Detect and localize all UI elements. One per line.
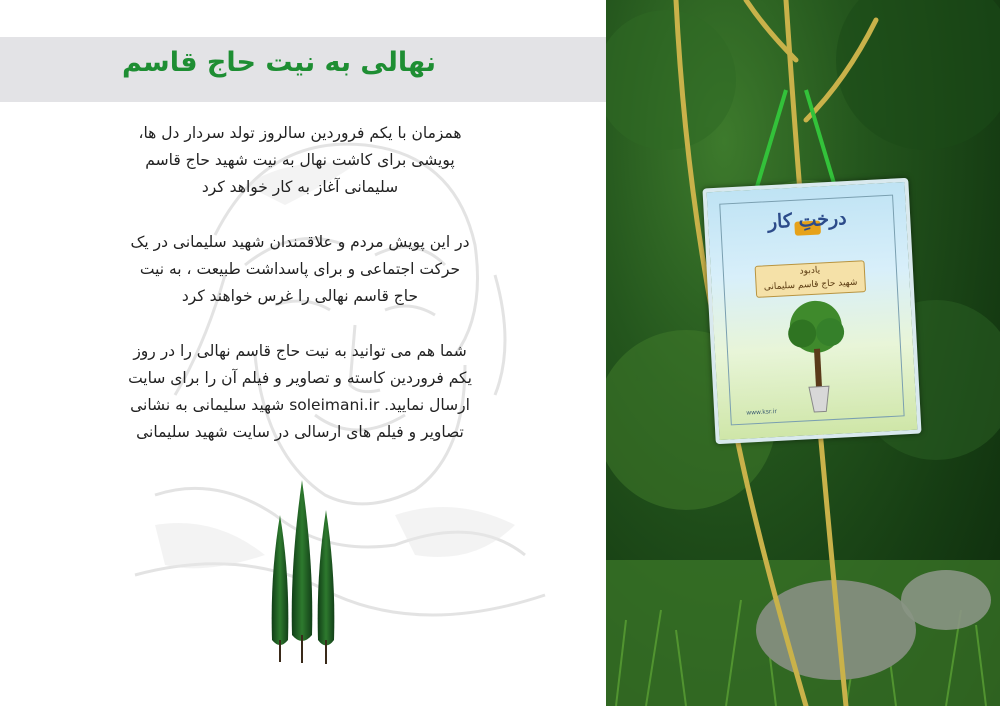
sign-banner-line1: یادبود xyxy=(799,265,821,277)
page-title: نهالی به نیت حاج قاسم xyxy=(121,47,436,78)
sign-footer: www.ksr.ir xyxy=(746,407,778,417)
cypress-trees-illustration xyxy=(266,475,342,670)
body-text xyxy=(95,120,505,474)
sign-tree-icon xyxy=(774,295,860,419)
memorial-sign xyxy=(702,178,921,444)
sign-banner xyxy=(755,260,867,298)
sign-heading: درختِ کار xyxy=(767,207,848,234)
paragraph-intro: همزمان با یکم فروردین سالروز تولد سردار دل ها، پویشی برای کاشت نهال به نیت شهید حاج قاسم سلیمانی آغاز به کار خواهد کرد xyxy=(138,124,462,196)
paragraph-call-to-action: شما هم می توانید به نیت حاج قاسم نهالی را در روز یکم فروردین کاسته و تصاویر و فیلم آن را برای سایت ارسال نمایید. soleimani.ir شهید سلیمانی به نشانی تصاویر و فیلم های ارسالی در سایت شهید سلیمانی xyxy=(128,342,472,441)
title-bar xyxy=(0,37,606,102)
paragraph-campaign: در این پویش مردم و علاقمندان شهید سلیمانی در یک حرکت اجتماعی و برای پاسداشت طبیعت ، به نیت حاج قاسم نهالی را غرس خواهند کرد xyxy=(130,233,470,305)
sign-banner-line2: شهید حاج قاسم سلیمانی xyxy=(763,277,858,293)
